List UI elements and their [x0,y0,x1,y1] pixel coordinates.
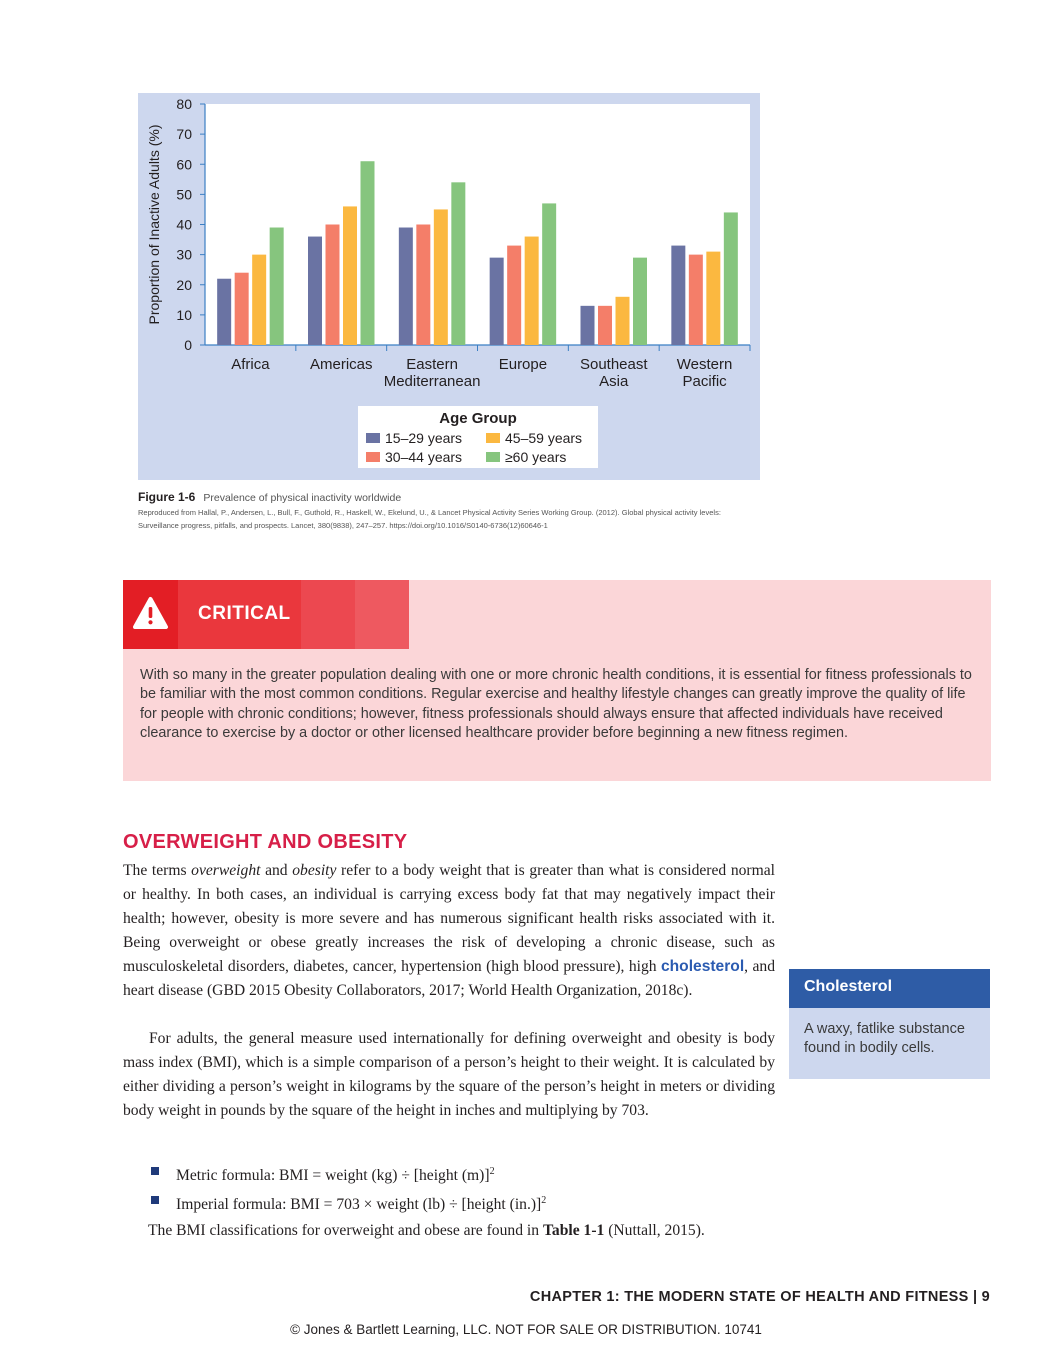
critical-callout [123,580,991,781]
list-item [148,1188,546,1217]
text-run: (Nuttall, 2015). [604,1222,705,1239]
legend-label: ≥60 years [505,449,567,465]
closing-paragraph [148,1219,705,1243]
bar [235,273,249,345]
term-italic: obesity [292,862,337,879]
bar [724,212,738,345]
running-footer: CHAPTER 1: THE MODERN STATE OF HEALTH AND FITNESS | 9 [529,1289,990,1305]
bar [308,237,322,345]
superscript: 2 [489,1166,495,1177]
plot-area [205,104,750,345]
text-run: , and heart disease (GBD 2015 Obesity Collaborators, 2017; World Health Organization, 2018c). [123,958,775,999]
glossary-sidebar-header [789,969,990,1008]
list-item-text: Imperial formula: BMI = 703 × weight (lb) ÷ [height (in.)] [176,1196,542,1214]
legend-item-45-59 [486,429,582,447]
bar [633,258,647,345]
bar [361,161,375,345]
y-tick-label: 30 [176,246,192,263]
x-tick-label: Asia [599,373,629,390]
y-tick-label: 0 [184,337,192,353]
legend-label: 45–59 years [505,430,583,446]
figure-source: Reproduced from Hallal, P., Andersen, L., Bull, F., Guthold, R., Haskell, W., Ekelund, U., & Lancet Physical Activity Series Working Group. (2012). Global physical activity levels: Surveillance progress, pitfalls, and prospects. Lancet, 380(9838), 247–257. https://doi.org/10.1016/S0140-6736(12)60646-1 [138,508,721,530]
bar [507,246,521,345]
bar [490,258,504,345]
legend-title: Age Group [439,410,517,427]
glossary-term-link[interactable]: cholesterol [660,958,745,975]
bar [598,306,612,345]
x-tick-label: Eastern [406,356,458,373]
legend-item-30-44 [366,448,462,466]
figure-panel [138,93,760,480]
figure-caption [138,490,401,504]
y-tick-label: 20 [176,276,192,293]
text-run: and [260,862,293,879]
paragraph-2: For adults, the general measure used internationally for defining overweight and obesity is body mass index (BMI), which is a simple comparison of a person’s height to their weight. It is calculated by either dividing a person’s weight in kilograms by the square of the person’s height in meters or dividing body weight in pounds by the square of the height in inches and multiplying by 703. [123,1030,775,1119]
legend-swatch [366,452,380,462]
bar [542,203,556,345]
bar [343,206,357,345]
bar [416,225,430,346]
formula-list [148,1159,546,1217]
list-item-text: Metric formula: BMI = weight (kg) ÷ [height (m)] [176,1167,490,1185]
term-italic: overweight [191,862,261,879]
text-run: The terms [123,862,192,879]
bar [434,209,448,345]
legend-swatch [486,452,500,462]
y-tick-label: 80 [176,96,192,112]
legend-label: 30–44 years [385,449,463,465]
x-tick-label: Americas [309,356,373,373]
text-run: refer to a body weight that is greater than what is considered normal or healthy. In both cases, an individual is carrying excess body fat that may negatively impact their health; however, obesity is more severe and has numerous significant health risks associated with it. Being overweight or obese greatly increases the risk of developing a chronic disease, such as musculoskeletal disorders, diabetes, cancer, hypertension (high blood pressure), high [123,862,776,975]
paragraph-1 [123,859,775,1003]
warning-triangle-icon [123,580,178,649]
critical-icon-box [123,580,178,649]
y-tick-label: 50 [176,186,192,203]
bullet-square-icon [151,1196,159,1204]
bar [451,182,465,345]
bar [706,252,720,345]
critical-body: With so many in the greater population dealing with one or more chronic health conditions, it is essential for fitness professionals to be familiar with the most common conditions. Regular exercise and healthy lifestyle changes can greatly improve the quality of life for people with chronic conditions; however, fitness professionals should always ensure that affected individuals have received clearance to exercise by a doctor or other licensed healthcare provider before beginning a new fitness regimen. [140,667,972,742]
bar [671,246,685,345]
legend-swatch [486,433,500,443]
bar [581,306,595,345]
critical-banner-stripe [301,580,355,649]
critical-label: CRITICAL [198,603,291,624]
figure-caption-text: Prevalence of physical inactivity worldwide [203,492,402,504]
x-tick-label: Western [676,356,733,373]
glossary-term: Cholesterol [804,978,893,995]
bullet-square-icon [151,1167,159,1175]
glossary-definition: A waxy, fatlike substance found in bodily cells. [804,1021,965,1056]
y-tick-label: 10 [176,306,192,323]
figure-label: Figure 1-6 [138,490,196,504]
copyright-notice: © Jones & Bartlett Learning, LLC. NOT FOR SALE OR DISTRIBUTION. 10741 [290,1322,762,1337]
bar [217,279,231,345]
y-tick-label: 60 [176,156,192,173]
bar [525,237,539,345]
x-tick-label: Europe [498,356,548,373]
x-tick-label: Southeast [579,356,648,373]
bar [270,228,284,345]
bar [399,228,413,345]
x-tick-label: Mediterranean [383,373,481,390]
y-axis-label: Proportion of Inactive Adults (%) [146,124,162,325]
legend-item-60-plus [486,448,566,466]
legend-swatch [366,433,380,443]
bar [252,255,266,345]
bar [616,297,630,345]
bar [689,255,703,345]
table-reference[interactable]: Table 1-1 [542,1222,605,1239]
glossary-sidebar-body [789,1008,990,1079]
y-tick-label: 70 [176,126,192,143]
list-item [148,1159,546,1188]
legend-item-15-29 [366,429,462,447]
y-tick-label: 40 [176,216,192,233]
legend-label: 15–29 years [385,430,463,446]
section-heading: OVERWEIGHT AND OBESITY [123,831,408,853]
chart-legend [358,406,598,468]
x-tick-label: Pacific [682,373,727,390]
bar [326,225,340,346]
text-run: The BMI classifications for overweight and obese are found in [148,1222,543,1239]
bar-chart [138,93,760,403]
x-tick-label: Africa [231,356,270,373]
critical-banner-stripe [355,580,409,649]
superscript: 2 [541,1195,547,1207]
